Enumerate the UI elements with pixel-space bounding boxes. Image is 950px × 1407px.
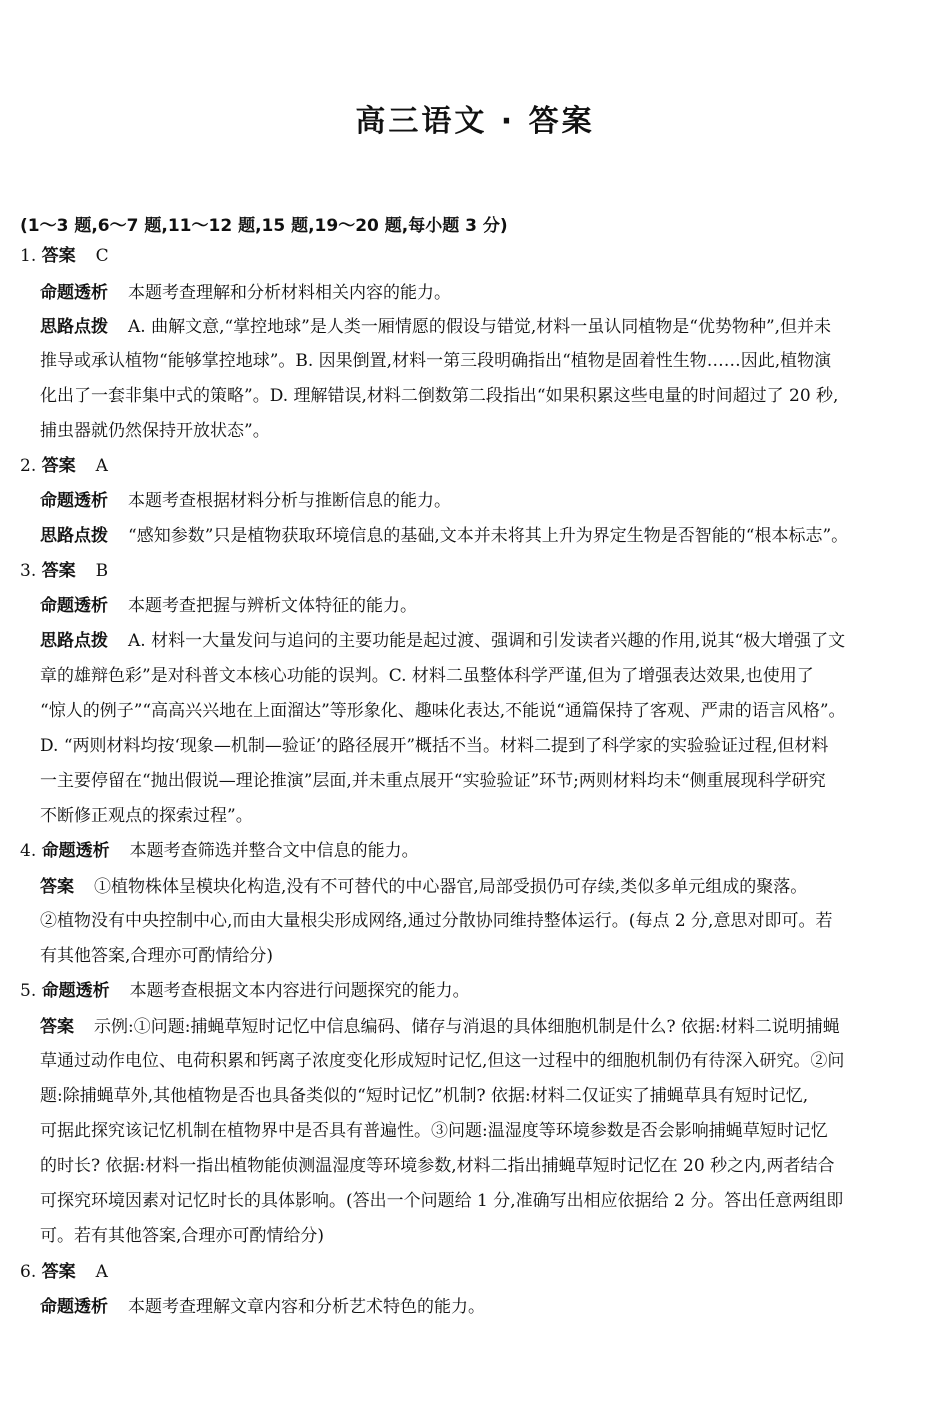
q2-hint-line-1: 思路点拨 “感知参数”只是植物获取环境信息的基础,文本并未将其上升为界定生物是否智能的“根本标志”。 xyxy=(40,526,849,546)
q5-answer-line-4: 可据此探究该记忆机制在植物界中是否具有普遍性。③问题:温湿度等环境参数是否会影响捕蝇草短时记忆 xyxy=(40,1121,828,1141)
q3-answer-line: 3. 答案 B xyxy=(20,561,109,581)
q5-analysis-line: 5. 命题透析 本题考查根据文本内容进行问题探究的能力。 xyxy=(20,981,470,1001)
q5-answer-line-3: 题:除捕蝇草外,其他植物是否也具备类似的“短时记忆”机制? 依据:材料二仅证实了捕蝇草具有短时记忆, xyxy=(40,1086,809,1106)
score-intro: (1～3 题,6～7 题,11～12 题,15 题,19～20 题,每小题 3 分) xyxy=(20,216,508,236)
q5-answer-line-2: 草通过动作电位、电荷积累和钙离子浓度变化形成短时记忆,但这一过程中的细胞机制仍有待深入研究。②问 xyxy=(40,1051,845,1071)
q4-answer-line-2: ②植物没有中央控制中心,而由大量根尖形成网络,通过分散协同维持整体运行。(每点 2 分,意思对即可。若 xyxy=(40,911,833,931)
q1-hint-line-2: 推导或承认植物“能够掌控地球”。B. 因果倒置,材料一第三段明确指出“植物是固着性生物……因此,植物演 xyxy=(40,351,832,371)
q3-hint-line-5: 一主要停留在“抛出假说—理论推演”层面,并未重点展开“实验验证”环节;两则材料均未“侧重展现科学研究 xyxy=(40,771,826,791)
q3-hint-line-6: 不断修正观点的探索过程”。 xyxy=(40,806,253,826)
q1-hint-line-4: 捕虫器就仍然保持开放状态”。 xyxy=(40,421,270,441)
q1-hint-line-1: 思路点拨 A. 曲解文意,“掌控地球”是人类一厢情愿的假设与错觉,材料一虽认同植物是“优势物种”,但并未 xyxy=(40,317,832,337)
q5-answer-line-5: 的时长? 依据:材料一指出植物能侦测温湿度等环境参数,材料二指出捕蝇草短时记忆在 20 秒之内,两者结合 xyxy=(40,1156,835,1176)
q6-analysis-line: 命题透析 本题考查理解文章内容和分析艺术特色的能力。 xyxy=(40,1297,485,1317)
q4-answer-line-3: 有其他答案,合理亦可酌情给分) xyxy=(40,946,274,966)
q3-hint-line-4: D. “两则材料均按‘现象—机制—验证’的路径展开”概括不当。材料二提到了科学家的实验验证过程,但材料 xyxy=(40,736,829,756)
q4-analysis-line: 4. 命题透析 本题考查筛选并整合文中信息的能力。 xyxy=(20,841,419,861)
q3-hint-line-2: 章的雄辩色彩”是对科普文本核心功能的误判。C. 材料二虽整体科学严谨,但为了增强表达效果,也使用了 xyxy=(40,666,814,686)
q1-analysis-line: 命题透析 本题考查理解和分析材料相关内容的能力。 xyxy=(40,283,451,303)
q5-answer-line-7: 可。若有其他答案,合理亦可酌情给分) xyxy=(40,1226,325,1246)
q6-answer-line: 6. 答案 A xyxy=(20,1262,108,1282)
q1-answer-line: 1. 答案 C xyxy=(20,246,109,266)
q5-answer-line-1: 答案 示例:①问题:捕蝇草短时记忆中信息编码、储存与消退的具体细胞机制是什么? 依据:材料二说明捕蝇 xyxy=(40,1017,840,1037)
q3-hint-line-1: 思路点拨 A. 材料一大量发问与追问的主要功能是起过渡、强调和引发读者兴趣的作用,说其“极大增强了文 xyxy=(40,631,846,651)
q1-hint-line-3: 化出了一套非集中式的策略”。D. 理解错误,材料二倒数第二段指出“如果积累这些电量的时间超过了 20 秒, xyxy=(40,386,839,406)
q3-analysis-line: 命题透析 本题考查把握与辨析文体特征的能力。 xyxy=(40,596,417,616)
q5-answer-line-6: 可探究环境因素对记忆时长的具体影响。(答出一个问题给 1 分,准确写出相应依据给 2 分。答出任意两组即 xyxy=(40,1191,844,1211)
page-title: 高三语文 · 答案 xyxy=(355,104,595,139)
q3-hint-line-3: “惊人的例子”“高高兴兴地在上面溜达”等形象化、趣味化表达,不能说“通篇保持了客观、严肃的语言风格”。 xyxy=(40,701,846,721)
q2-answer-line: 2. 答案 A xyxy=(20,456,108,476)
q2-analysis-line: 命题透析 本题考查根据材料分析与推断信息的能力。 xyxy=(40,491,451,511)
q4-answer-line-1: 答案 ①植物株体呈模块化构造,没有不可替代的中心器官,局部受损仍可存续,类似多单元组成的聚落。 xyxy=(40,877,808,897)
